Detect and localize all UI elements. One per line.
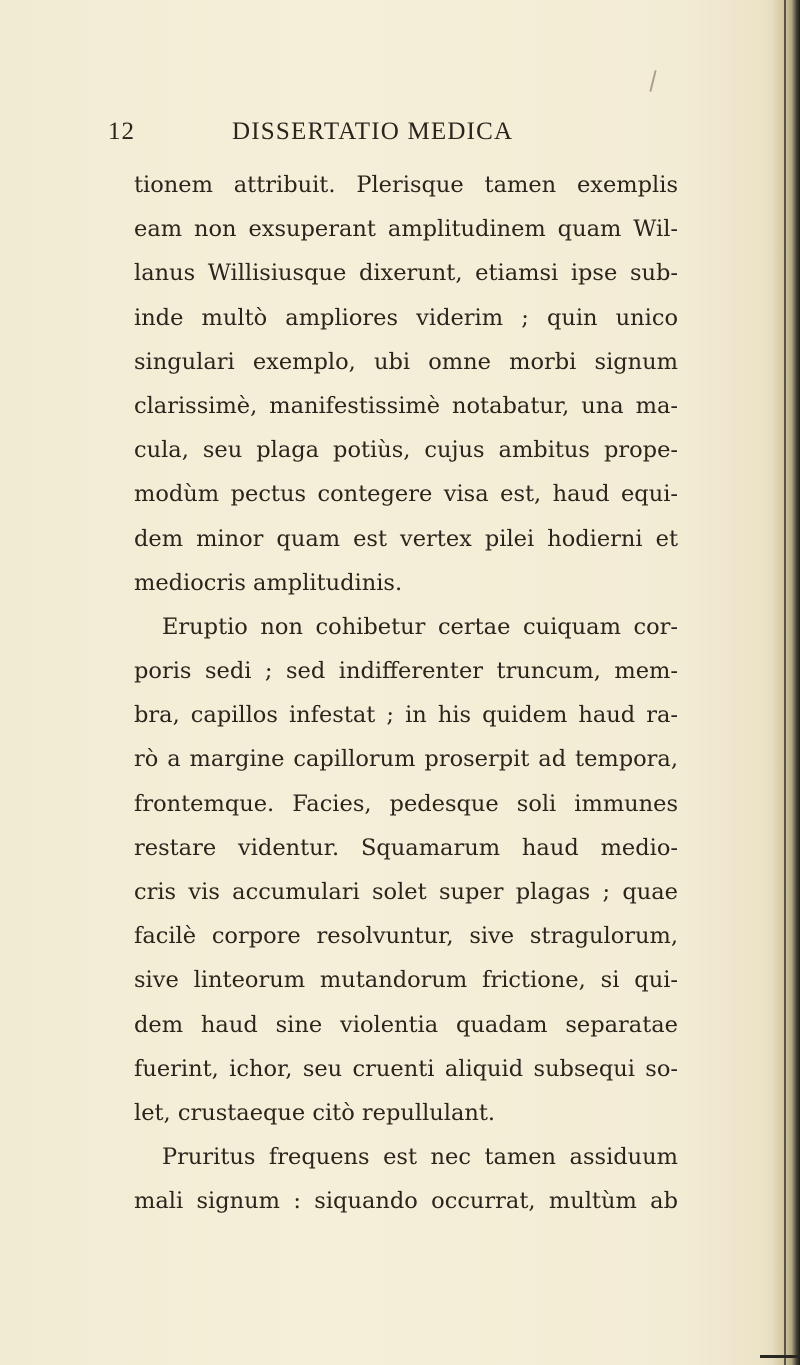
text-line: dem haud sine violentia quadam separatae (134, 1011, 678, 1038)
text-line: tionem attribuit. Plerisque tamen exemplis (134, 172, 678, 198)
text-line: singulari exemplo, ubi omne morbi signum (134, 348, 678, 375)
text-line: clarissimè, manifestissimè notabatur, una ma- (134, 392, 678, 419)
text-line: eam non exsuperant amplitudinem quam Wil- (134, 216, 678, 243)
page-bottom-mark (760, 1355, 800, 1358)
text-line: cula, seu plaga potiùs, cujus ambitus prope- (134, 437, 678, 464)
running-title: DISSERTATIO MEDICA (232, 118, 514, 145)
text-line: rò a margine capillorum proserpit ad tempora, (134, 746, 678, 773)
page-number: 12 (108, 118, 135, 145)
text-line: restare videntur. Squamarum haud medio- (134, 834, 678, 861)
page-header (108, 118, 668, 154)
paragraph-start-line: Eruptio non cohibetur certae cuiquam cor- (162, 613, 678, 640)
body-text (134, 163, 678, 1224)
text-line: dem minor quam est vertex pilei hodierni et (134, 525, 678, 552)
page-edge-shadow (772, 0, 800, 1365)
text-line: facilè corpore resolvuntur, sive stragulorum, (134, 923, 678, 950)
text-line: modùm pectus contegere visa est, haud equi- (134, 481, 678, 508)
text-line: poris sedi ; sed indifferenter truncum, mem- (134, 658, 678, 685)
text-line: let, crustaeque citò repullulant. (134, 1099, 496, 1126)
text-line: inde multò ampliores viderim ; quin unico (134, 304, 678, 331)
text-line: lanus Willisiusque dixerunt, etiamsi ipse sub- (134, 260, 678, 287)
text-line: fuerint, ichor, seu cruenti aliquid subsequi so- (134, 1055, 678, 1082)
paragraph-start-line: Pruritus frequens est nec tamen assiduum (162, 1144, 678, 1171)
text-line: bra, capillos infestat ; in his quidem haud ra- (134, 702, 678, 729)
text-line: frontemque. Facies, pedesque soli immunes (134, 790, 678, 817)
text-line: mali signum : siquando occurrat, multùm ab (134, 1188, 678, 1215)
text-line: mediocris amplitudinis. (134, 569, 403, 596)
page-edge-line (784, 0, 786, 1365)
text-line: cris vis accumulari solet super plagas ; quae (134, 879, 678, 905)
pencil-mark (649, 70, 656, 92)
text-line: sive linteorum mutandorum frictione, si qui- (134, 967, 678, 994)
